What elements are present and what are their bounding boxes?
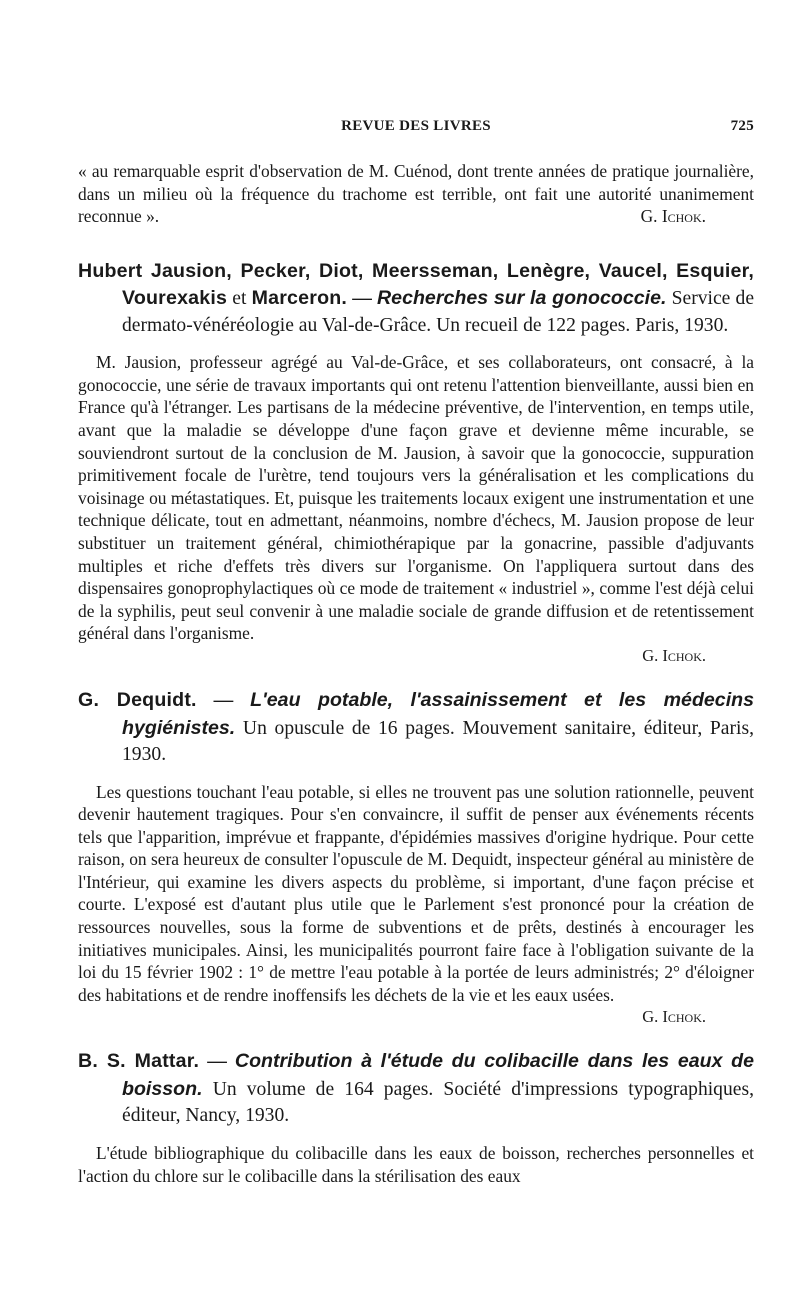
review-heading <box>78 687 754 769</box>
review-heading <box>78 1048 754 1130</box>
review-authors: Hubert Jausion, Pecker, Diot, Meersseman, Lenègre, Vaucel, Esquier, Vourexakis <box>78 259 754 310</box>
review-authors: B. S. Mattar. <box>78 1050 200 1073</box>
review-body: Les questions touchant l'eau potable, si elles ne trouvent pas une solution rationnelle, peuvent devenir hautement tragiques. Pour s'en convaincre, il suffit de penser aux événements récents tels que l'apparition, imprévue et frappante, d'épidémies massives d'origine hydrique. Pour cette raison, on sera heureux de consulter l'opuscule de M. Dequidt, inspecteur général au ministère de l'Intérieur, qui examine les divers aspects du problème, si important, d'une façon précise et courte. L'exposé est d'autant plus utile que le Parlement s'est prononcé pour la création de ressources nouvelles, sous la forme de subventions et de prêts, destinés à encourager les initiatives municipales. Ainsi, les municipalités pourront faire face à l'obligation suivante de la loi du 15 février 1902 : 1° de mettre l'eau potable à la portée de leurs administrés; 2° d'éloigner des habitations et de rendre inoffensifs les déchets de la vie et les eaux usées. <box>78 781 754 1005</box>
review-book-title: L'eau potable, l'assainissement et les médecins hygiénistes. <box>122 689 755 739</box>
review-dash: — <box>196 690 251 711</box>
reviewer-signature: G. Ichok. <box>642 646 706 665</box>
review-dash: — <box>199 1051 235 1073</box>
continuation-text: « au remarquable esprit d'observation de M. Cuénod, dont trente années de pratique journalière, dans un milieu où la fréquence du trachome est terrible, ont fait une autorité unanimement reconnue ». <box>78 161 754 227</box>
reviewer-signature: G. Ichok. <box>640 206 706 227</box>
review-publication: Service de dermato-vénéréologie au Val-de-Grâce. Un recueil de 122 pages. Paris, 1930. <box>122 288 755 336</box>
continuation-paragraph <box>78 160 754 228</box>
running-title: REVUE DES LIVRES <box>341 118 491 134</box>
review-publication: Un opuscule de 16 pages. Mouvement sanitaire, éditeur, Paris, 1930. <box>122 717 754 765</box>
reviewer-signature: G. Ichok. <box>642 1007 706 1027</box>
review-authors: G. Dequidt. <box>78 689 197 711</box>
book-review-page <box>78 118 754 1187</box>
continuation-paragraph-block <box>78 160 754 228</box>
review-heading <box>78 258 754 340</box>
review-entry <box>78 687 754 1028</box>
review-dash: — <box>347 288 378 310</box>
page-number: 725 <box>730 118 754 134</box>
review-book-title: Contribution à l'étude du colibacille dans les eaux de boisson. <box>122 1050 754 1100</box>
running-head <box>78 118 754 146</box>
review-entry <box>78 1048 754 1187</box>
review-author-last: Marceron. <box>251 287 348 310</box>
review-entry <box>78 258 754 667</box>
review-author-connector: et <box>227 288 252 310</box>
review-publication: Un volume de 164 pages. Société d'impressions typographiques, éditeur, Nancy, 1930. <box>122 1078 754 1127</box>
review-book-title: Recherches sur la gonococcie. <box>377 287 667 310</box>
review-body: M. Jausion, professeur agrégé au Val-de-Grâce, et ses collaborateurs, ont consacré, à la gonococcie, une série de travaux importants qui ont retenu l'attention bienveillante, aussi bien en France qu'à l'étranger. Les partisans de la médecine préventive, de l'intervention, en temps utile, avant que la maladie se développe d'une façon grave et devienne même incurable, se souviendront surtout de la conclusion de M. Jausion, à savoir que la gonococcie, suppuration primitivement focale de l'urètre, tend toujours vers la généralisation et les complications du voisinage ou métastatiques. Et, puisque les traitements locaux exigent une instrumentation et une technique délicate, tout en admettant, néanmoins, nombre d'échecs, M. Jausion propose de leur substituer un traitement général, chimiothérapique par la gonacrine, passible d'adjuvants multiples et riche d'effets très divers sur l'organisme. On l'appliquera surtout dans des dispensaires gonoprophylactiques où ce mode de traitement « industriel », comme l'est déjà celui de la syphilis, peut seul convenir à une maladie sociale de grande diffusion et de retentissement général dans l'organisme. <box>78 352 754 644</box>
review-body: L'étude bibliographique du colibacille dans les eaux de boisson, recherches personnelles et l'action du chlore sur le colibacille dans la stérilisation des eaux <box>78 1142 754 1186</box>
